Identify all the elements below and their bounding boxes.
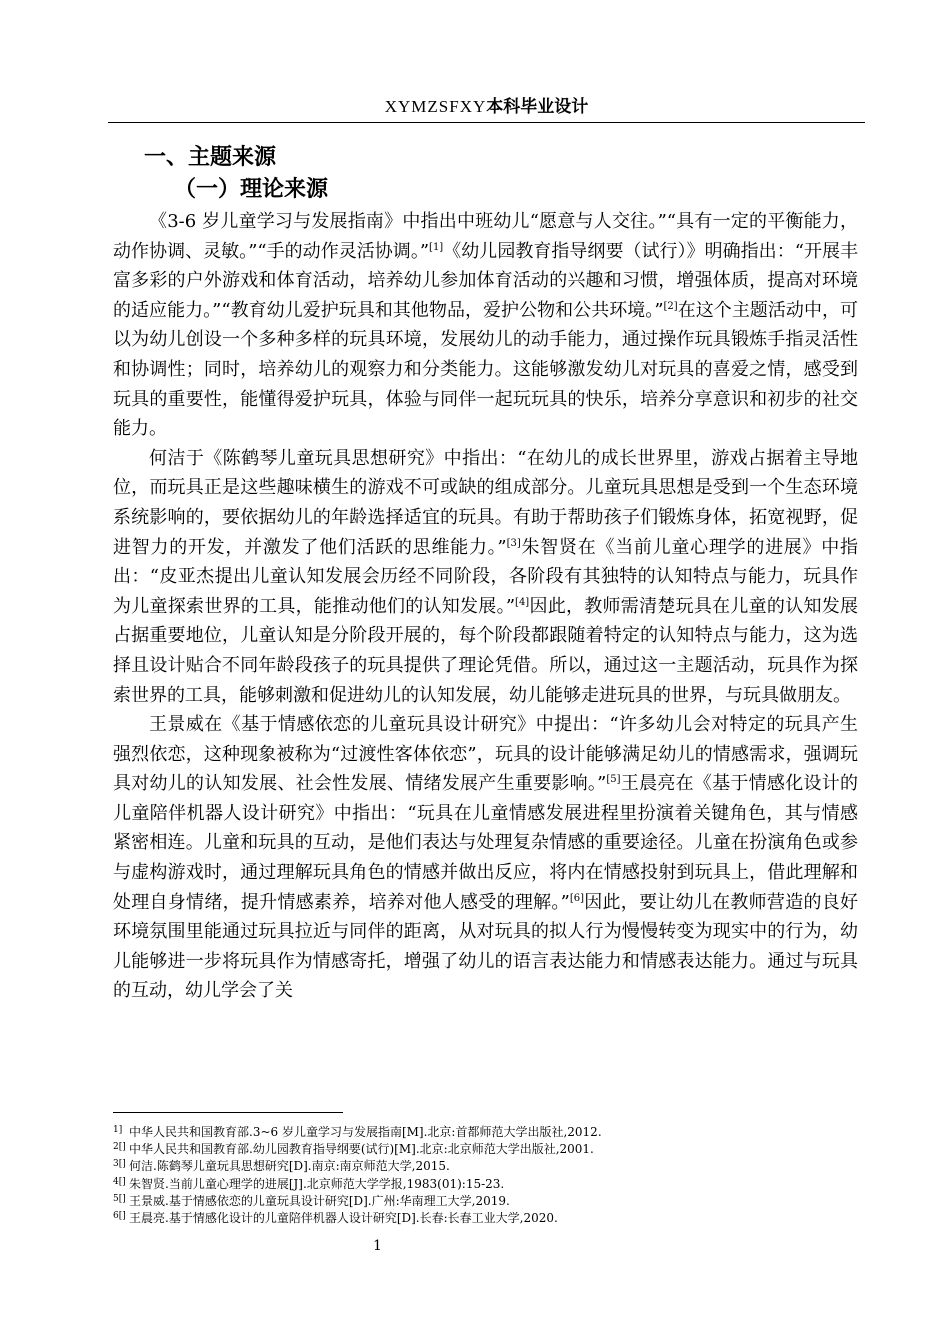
footnote	[113, 1141, 858, 1158]
footnote	[113, 1124, 858, 1141]
paragraph-text: 因此，教师需清楚玩具在儿童的认知发展占据重要地位，儿童认知是分阶段开展的，每个阶段都跟随着特定的认知特点与能力，这为选择且设计贴合不同年龄段孩子的玩具提供了理论凭借。所以，通过这一主题活动，玩具作为探索世界的工具，能够刺激和促进幼儿的认知发展，幼儿能够走进玩具的世界，与玩具做朋友。	[113, 595, 858, 706]
paragraph-3	[113, 710, 858, 1006]
footnote-mark: 3[]	[113, 1159, 126, 1170]
footnote-mark: 1]	[113, 1125, 123, 1135]
footnote-mark: 4[]	[113, 1176, 126, 1187]
paragraph-1	[113, 207, 858, 444]
paragraph-text: 何洁于《陈鹤琴儿童玩具思想研究》中指出：“在幼儿的成长世界里，游戏占据着主导地位，而玩具正是这些趣味横生的游戏不可或缺的组成部分。儿童玩具思想是受到一个生态环境系统影响的，要依据幼儿的年龄选择适宜的玩具。有助于帮助孩子们锻炼身体，拓宽视野，促进智力的开发，并激发了他们活跃的思维能力。”	[113, 447, 858, 558]
footnote-rule	[113, 1112, 343, 1113]
footnote-text: 中华人民共和国教育部.幼儿园教育指导纲要(试行)[M].北京:北京师范大学出版社,2001.	[129, 1142, 594, 1157]
footnote-text: 中华人民共和国教育部.3~6 岁儿童学习与发展指南[M].北京:首都师范大学出版社,2012.	[129, 1125, 602, 1139]
paragraph-text: 《幼儿园教育指导纲要（试行）》明确指出：“开展丰富多彩的户外游戏和体育活动，培养幼儿参加体育活动的兴趣和习惯，增强体质，提高对环境的适应能力。”“教育幼儿爱护玩具和其他物品，爱护公物和公共环境。”	[113, 240, 858, 321]
footnote	[113, 1193, 858, 1210]
citation-ref: [4]	[515, 596, 530, 608]
paragraph-text: 《3-6 岁儿童学习与发展指南》中指出中班幼儿“愿意与人交往。”“具有一定的平衡能力，动作协调、灵敏。”“手的动作灵活协调。”	[113, 211, 858, 262]
paragraph-text: 因此，要让幼儿在教师营造的良好环境氛围里能通过玩具拉近与同伴的距离，从对玩具的拟人行为慢慢转变为现实中的行为，幼儿能够进一步将玩具作为情感寄托，增强了幼儿的语言表达能力和情感表达能力。通过与玩具的互动，幼儿学会了关	[113, 891, 858, 1002]
citation-ref: [1]	[429, 241, 444, 253]
paragraph-text: 朱智贤在《当前儿童心理学的进展》中指出：“皮亚杰提出儿童认知发展会历经不同阶段，各阶段有其独特的认知特点与能力，玩具作为儿童探索世界的工具，能推动他们的认知发展。”	[113, 536, 859, 617]
subsection-heading: （一）理论来源	[174, 177, 329, 202]
footnote-mark: 6[]	[113, 1211, 126, 1222]
page-header	[108, 95, 865, 119]
body-text	[113, 207, 858, 1006]
footnote-text: 朱智贤.当前儿童心理学的进展[J].北京师范大学学报,1983(01):15-23.	[129, 1176, 505, 1191]
header-title: 本科毕业设计	[486, 97, 589, 117]
paragraph-text: 王晨亮在《基于情感化设计的儿童陪伴机器人设计研究》中指出：“玩具在儿童情感发展进程里扮演着关键角色，其与情感紧密相连。儿童和玩具的互动，是他们表达与处理复杂情感的重要途径。儿童在扮演角色或参与虚构游戏时，通过理解玩具角色的情感并做出反应，将内在情感投射到玩具上，借此理解和处理自身情绪，提升情感素养，培养对他人感受的理解。”	[113, 773, 858, 913]
citation-ref: [3]	[506, 537, 521, 549]
footnote-text: 王景威.基于情感依恋的儿童玩具设计研究[D].广州:华南理工大学,2019.	[129, 1193, 510, 1208]
header-code: XYMZSFXY	[384, 97, 487, 116]
paragraph-2	[113, 444, 858, 710]
paragraph-text: 在这个主题活动中，可以为幼儿创设一个多种多样的玩具环境，发展幼儿的动手能力，通过操作玩具锻炼手指灵活性和协调性；同时，培养幼儿的观察力和分类能力。这能够激发幼儿对玩具的喜爱之情，感受到玩具的重要性，能懂得爱护玩具，体验与同伴一起玩玩具的快乐，培养分享意识和初步的社交能力。	[113, 299, 858, 440]
footnote-mark: 5[]	[113, 1193, 126, 1204]
citation-ref: [6]	[569, 892, 585, 904]
footnotes	[113, 1124, 858, 1227]
paragraph-text: 王景威在《基于情感依恋的儿童玩具设计研究》中提出：“许多幼儿会对特定的玩具产生强烈依恋，这种现象被称为“过渡性客体依恋”，玩具的设计能够满足幼儿的情感需求，强调玩具对幼儿的认知发展、社会性发展、情绪发展产生重要影响。”	[113, 714, 858, 795]
footnote	[113, 1176, 858, 1193]
footnote-text: 王晨亮.基于情感化设计的儿童陪伴机器人设计研究[D].长春:长春工业大学,2020.	[129, 1211, 558, 1226]
footnote	[113, 1158, 858, 1175]
footnote-mark: 2[]	[113, 1142, 126, 1153]
page-number: 1	[373, 1238, 382, 1254]
footnote-text: 何洁.陈鹤琴儿童玩具思想研究[D].南京:南京师范大学,2015.	[129, 1159, 450, 1174]
header-rule	[108, 122, 865, 123]
footnote	[113, 1210, 858, 1227]
citation-ref: [2]	[663, 300, 678, 312]
citation-ref: [5]	[606, 774, 621, 786]
section-heading: 一、主题来源	[144, 145, 277, 170]
